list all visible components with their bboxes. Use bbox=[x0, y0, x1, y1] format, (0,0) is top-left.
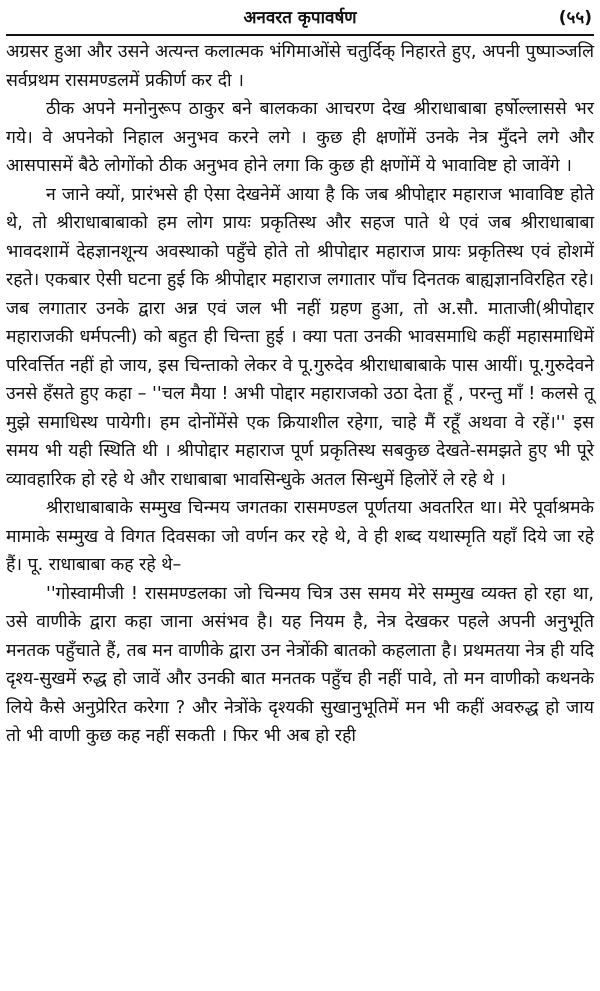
page-number: (५५) bbox=[558, 8, 592, 28]
body-text bbox=[6, 38, 594, 751]
paragraph: ''गोस्वामीजी ! रासमण्डलका जो चिन्मय चित्र उस समय मेरे सम्मुख व्यक्त हो रहा था, उसे वाणीके द्वारा कहा जाना असंभव है। यह नियम है, नेत्र देखकर पहले अपनी अनुभूति मनतक पहुँचाते हैं, तब मन वाणीके द्वारा उन नेत्रोंकी बातको कहलाता है। प्रथमतया नेत्र ही यदि दृश्य-सुखमें रुद्ध हो जावें और उनकी बात मनतक पहुँच ही नहीं पावे, तो मन वाणीको कथनके लिये कैसे अनुप्रेरित करेगा ? और नेत्रोंके दृश्यकी सुखानुभूतिमें मन भी कहीं अवरुद्ध हो जाय तो भी वाणी कुछ कह नहीं सकती । फिर भी अब हो रही bbox=[6, 583, 594, 746]
paragraph: ठीक अपने मनोनुरूप ठाकुर बने बालकका आचरण देख श्रीराधाबाबा हर्षोल्लाससे भर गये। वे अपनेको निहाल अनुभव करने लगे । कुछ ही क्षणोंमें उनके नेत्र मुँदने लगे और आसपासमें बैठे लोगोंको ठीक अनुभव होने लगा कि कुछ ही क्षणोंमें ये भावाविष्ट हो जावेंगे । bbox=[6, 99, 594, 176]
running-title: अनवरत कृपावर्षण bbox=[243, 8, 357, 28]
paragraph: श्रीराधाबाबाके सम्मुख चिन्मय जगतका रासमण्डल पूर्णतया अवतरित था। मेरे पूर्वाश्रमके मामाके सम्मुख वे विगत दिवसका जो वर्णन कर रहे थे, वे ही शब्द यथास्मृति यहाँ दिये जा रहे हैं। पू. राधाबाबा कह रहे थे– bbox=[6, 498, 594, 575]
page-header bbox=[6, 0, 594, 36]
paragraph: न जाने क्यों, प्रारंभसे ही ऐसा देखनेमें आया है कि जब श्रीपोद्दार महाराज भावाविष्ट होते थे, तो श्रीराधाबाबाको हम लोग प्रायः प्रकृतिस्थ और सहज पाते थे एवं जब श्रीराधाबाबा भावदशामें देहज्ञानशून्य अवस्थाको पहुँचे होते तो श्रीपोद्दार महाराज प्रायः प्रकृतिस्थ एवं होशमें रहते। एकबार ऐसी घटना हुई कि श्रीपोद्दार महाराज लगातार पाँच दिनतक बाह्यज्ञानविरहित रहे। जब लगातार उनके द्वारा अन्न एवं जल भी नहीं ग्रहण हुआ, तो अ.सौ. माताजी(श्रीपोद्दार महाराजकी धर्मपत्नी) को बहुत ही चिन्ता हुई । क्या पता उनकी भावसमाधि कहीं महासमाधिमें परिवर्त्तित नहीं हो जाय, इस चिन्ताको लेकर वे पू.गुरुदेव श्रीराधाबाबाके पास आयीं। पू.गुरुदेवने उनसे हँसते हुए कहा – ''चल मैया ! अभी पोद्दार महाराजको उठा देता हूँ , परन्तु माँ ! कलसे तू मुझे समाधिस्थ पायेगी। हम दोनोंमेंसे एक क्रियाशील रहेगा, चाहे मैं रहूँ अथवा वे रहें।'' इस समय भी यही स्थिति थी । श्रीपोद्दार महाराज पूर्ण प्रकृतिस्थ सबकुछ देखते-समझते हुए भी पूरे व्यावहारिक हो रहे थे और राधाबाबा भावसिन्धुके अतल सिन्धुमें हिलोरें ले रहे थे । bbox=[6, 184, 594, 490]
paragraph: अग्रसर हुआ और उसने अत्यन्त कलात्मक भंगिमाओंसे चतुर्दिक् निहारते हुए, अपनी पुष्पाञ्जलि सर्वप्रथम रासमण्डलमें प्रकीर्ण कर दी । bbox=[6, 42, 594, 91]
